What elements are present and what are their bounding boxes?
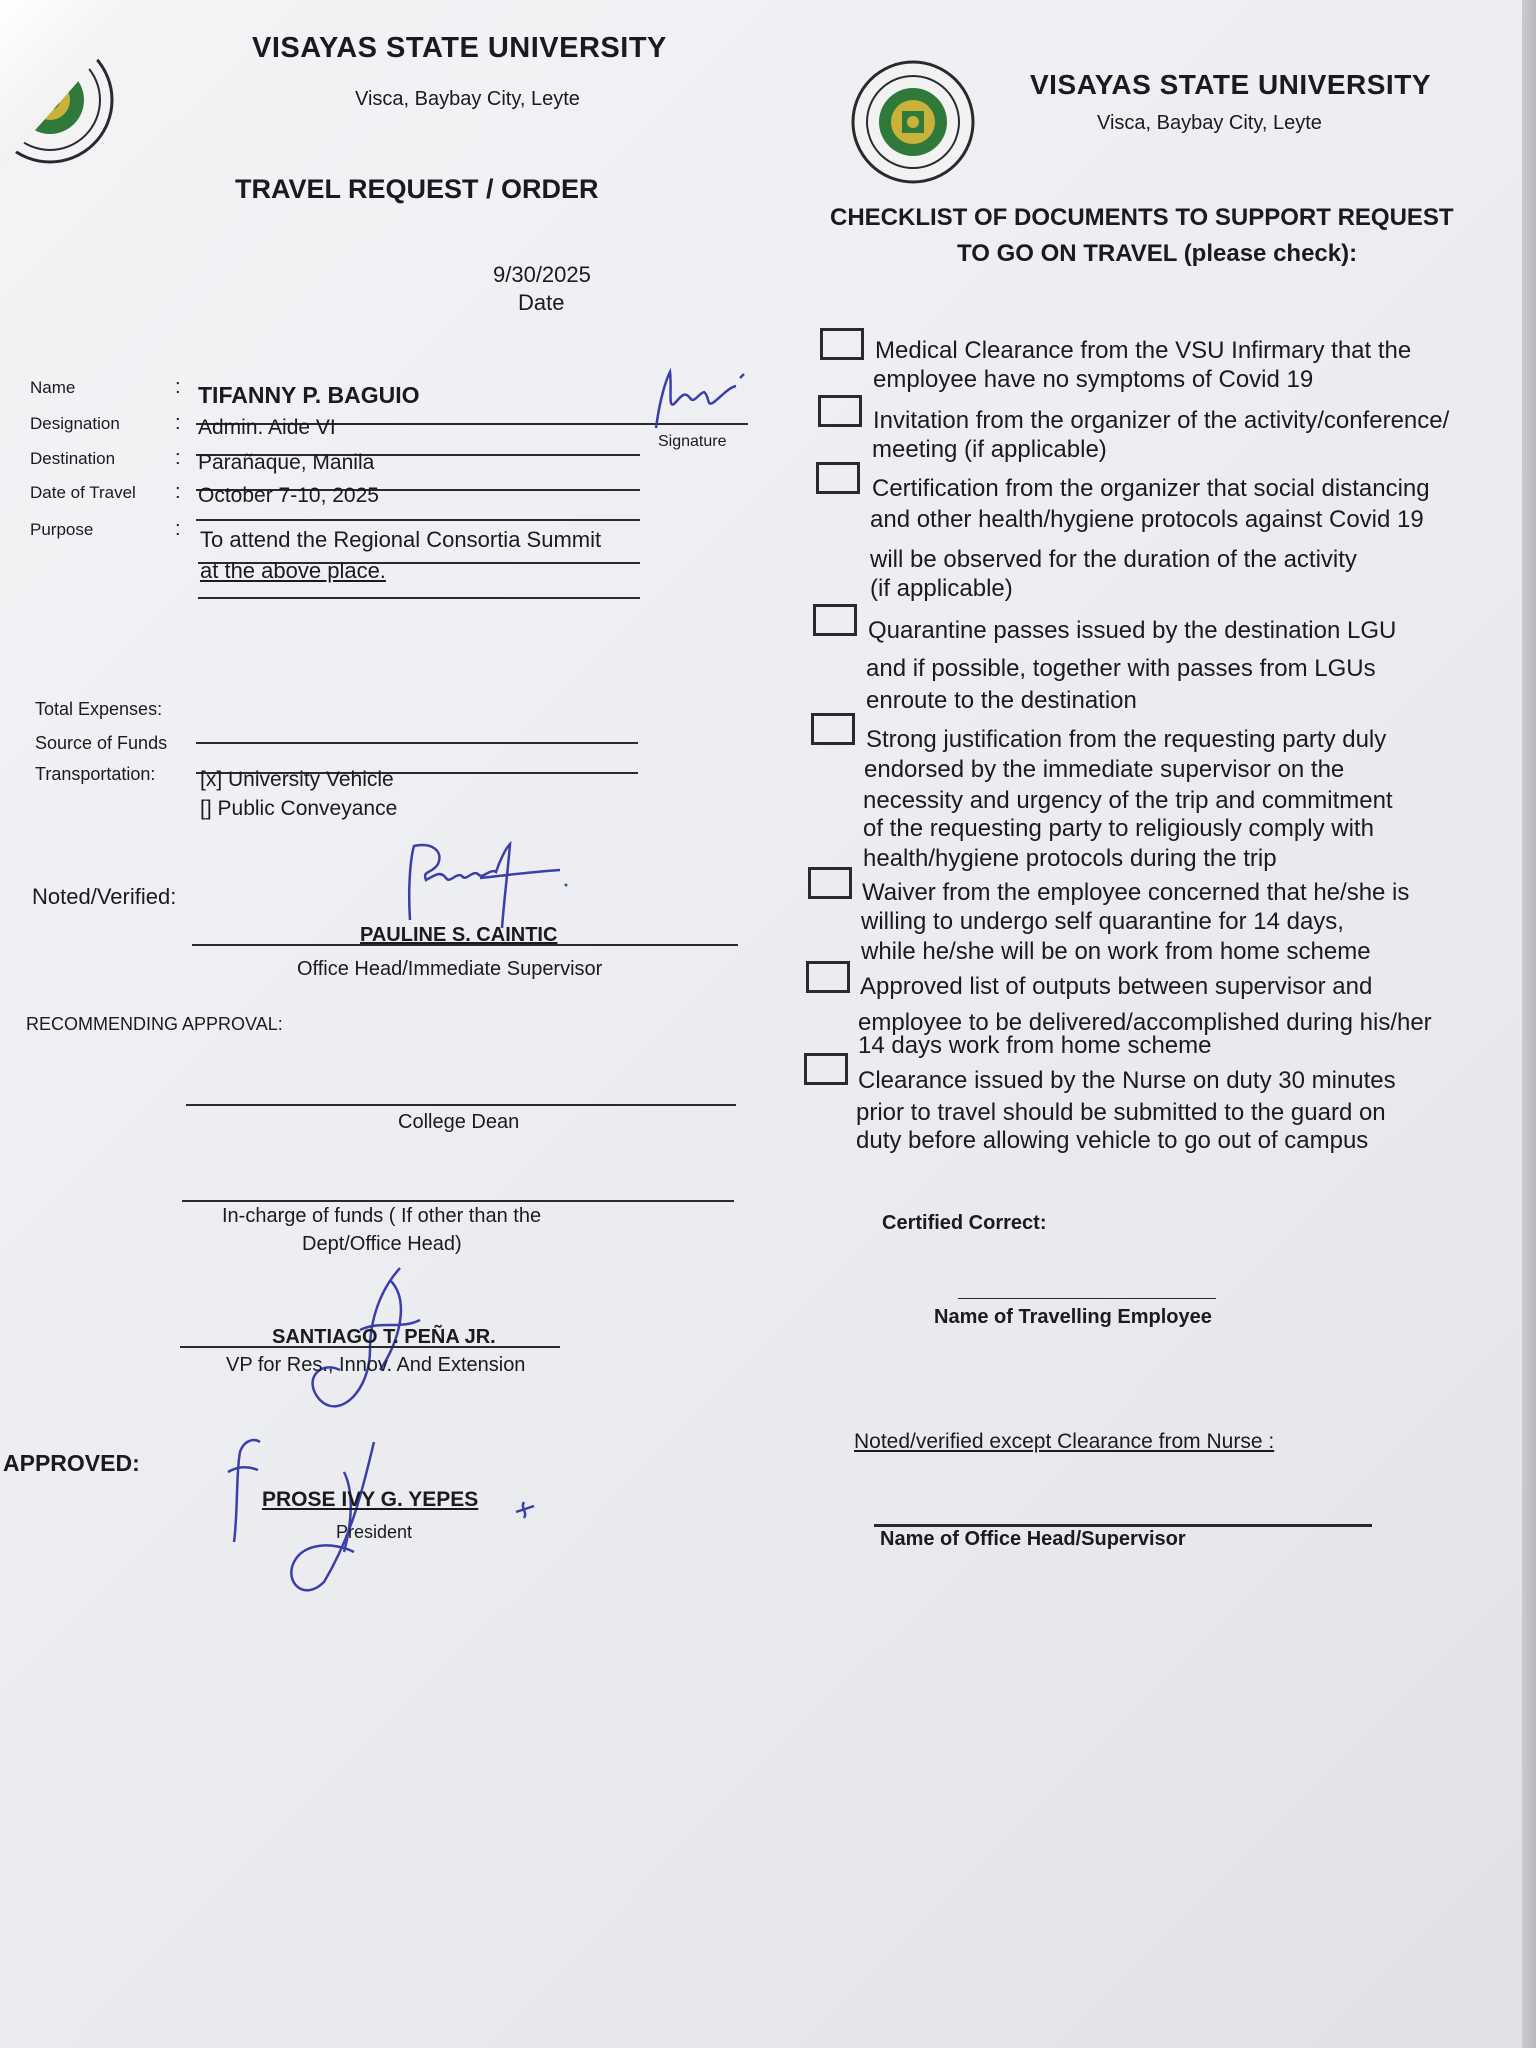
paper-edge-shadow	[1522, 0, 1536, 2048]
checklist-item-7-line-1: Approved list of outputs between supervisor and	[860, 973, 1373, 1000]
checklist-item-7-line-3: 14 days work from home scheme	[858, 1032, 1212, 1059]
designation-colon: :	[175, 412, 181, 434]
form-title: TRAVEL REQUEST / ORDER	[235, 174, 599, 204]
checklist-item-5-line-3: necessity and urgency of the trip and commitment	[863, 787, 1393, 814]
source-of-funds-label: Source of Funds	[35, 733, 168, 753]
college-dean-line	[186, 1104, 736, 1106]
purpose-colon: :	[175, 518, 181, 540]
checklist-checkbox-4[interactable]	[813, 604, 857, 636]
transport-university-vehicle: [x] University Vehicle	[200, 768, 394, 791]
president-title: President	[336, 1522, 413, 1542]
noted-verified-label: Noted/Verified:	[32, 884, 177, 909]
date-of-travel-colon: :	[175, 481, 181, 503]
checklist-item-1-line-1: Medical Clearance from the VSU Infirmary that the	[875, 337, 1412, 364]
checklist-checkbox-2[interactable]	[818, 395, 862, 427]
employee-signature	[640, 368, 760, 438]
funds-incharge-title-1: In-charge of funds ( If other than the	[222, 1205, 542, 1227]
checklist-item-6-line-2: willing to undergo self quarantine for 14 days,	[861, 908, 1344, 935]
checklist-item-3-line-1: Certification from the organizer that social distancing	[872, 475, 1430, 502]
destination-value: Parañaque, Manila	[198, 451, 375, 474]
checklist-title-line-2: TO GO ON TRAVEL (please check):	[957, 240, 1358, 267]
checklist-checkbox-3[interactable]	[816, 462, 860, 494]
purpose-line-1: To attend the Regional Consortia Summit	[200, 527, 602, 552]
checklist-item-5-line-5: health/hygiene protocols during the trip	[863, 845, 1277, 872]
checklist-item-6-line-1: Waiver from the employee concerned that he/she is	[862, 879, 1410, 906]
checklist-item-4-line-1: Quarantine passes issued by the destination LGU	[868, 617, 1397, 644]
name-colon: :	[175, 376, 181, 398]
university-seal-icon-right	[840, 58, 986, 186]
noted-except-label: Noted/verified except Clearance from Nurse :	[854, 1430, 1275, 1453]
vp-title: VP for Res., Innov. And Extension	[226, 1354, 526, 1376]
total-expenses-line	[196, 742, 638, 744]
travelling-employee-title: Name of Travelling Employee	[934, 1306, 1212, 1328]
president-signature	[224, 1432, 544, 1602]
supervisor-title: Office Head/Immediate Supervisor	[297, 958, 603, 980]
travelling-employee-line	[958, 1298, 1216, 1299]
university-address-right: Visca, Baybay City, Leyte	[1097, 112, 1322, 134]
university-name-right: VISAYAS STATE UNIVERSITY	[1030, 69, 1431, 100]
request-date-value: 9/30/2025	[493, 262, 591, 287]
office-head-line	[874, 1524, 1372, 1527]
name-label: Name	[30, 378, 76, 397]
certified-correct-label: Certified Correct:	[882, 1212, 1047, 1234]
checklist-item-3-line-2: and other health/hygiene protocols against Covid 19	[870, 506, 1424, 533]
purpose-underline-2	[198, 597, 640, 599]
total-expenses-label: Total Expenses:	[35, 699, 163, 719]
checklist-item-3-line-4: (if applicable)	[870, 575, 1013, 602]
purpose-label: Purpose	[30, 520, 94, 539]
date-of-travel-label: Date of Travel	[30, 483, 136, 502]
checklist-item-4-line-3: enroute to the destination	[866, 687, 1137, 714]
destination-label: Destination	[30, 449, 116, 468]
name-value: TIFANNY P. BAGUIO	[198, 382, 420, 408]
checklist-item-8-line-3: duty before allowing vehicle to go out of campus	[856, 1127, 1369, 1154]
vp-name: SANTIAGO T. PEÑA JR.	[272, 1326, 496, 1348]
supervisor-name: PAULINE S. CAINTIC	[360, 924, 558, 946]
date-of-travel-underline	[196, 519, 640, 521]
designation-label: Designation	[30, 414, 120, 433]
transportation-label: Transportation:	[35, 764, 156, 784]
checklist-item-2-line-2: meeting (if applicable)	[872, 436, 1107, 463]
university-name-left: VISAYAS STATE UNIVERSITY	[252, 32, 667, 64]
checklist-checkbox-5[interactable]	[811, 713, 855, 745]
checklist-item-7-line-2: employee to be delivered/accomplished during his/her	[858, 1009, 1432, 1036]
checklist-checkbox-8[interactable]	[804, 1053, 848, 1085]
checklist-checkbox-7[interactable]	[806, 961, 850, 993]
checklist-item-3-line-3: will be observed for the duration of the activity	[870, 546, 1357, 573]
recommending-approval-label: RECOMMENDING APPROVAL:	[26, 1014, 283, 1034]
purpose-line-2: at the above place.	[200, 558, 386, 583]
university-address-left: Visca, Baybay City, Leyte	[355, 88, 580, 110]
checklist-title-line-1: CHECKLIST OF DOCUMENTS TO SUPPORT REQUEST	[830, 204, 1454, 231]
destination-colon: :	[175, 447, 181, 469]
checklist-item-1-line-2: employee have no symptoms of Covid 19	[873, 366, 1314, 393]
checklist-item-6-line-3: while he/she will be on work from home scheme	[861, 938, 1371, 965]
request-date-label: Date	[518, 290, 565, 315]
funds-incharge-title-2: Dept/Office Head)	[302, 1233, 462, 1255]
checklist-item-5-line-4: of the requesting party to religiously comply with	[863, 815, 1374, 842]
checklist-item-2-line-1: Invitation from the organizer of the activity/conference/	[873, 407, 1450, 434]
checklist-item-4-line-2: and if possible, together with passes from LGUs	[866, 655, 1376, 682]
signature-label: Signature	[658, 433, 727, 450]
office-head-title: Name of Office Head/Supervisor	[880, 1528, 1186, 1550]
checklist-checkbox-1[interactable]	[820, 328, 864, 360]
approved-label: APPROVED:	[3, 1450, 140, 1476]
checklist-item-5-line-2: endorsed by the immediate supervisor on the	[864, 756, 1345, 783]
funds-incharge-line	[182, 1200, 734, 1202]
checklist-checkbox-6[interactable]	[808, 867, 852, 899]
checklist-item-8-line-2: prior to travel should be submitted to the guard on	[856, 1099, 1386, 1126]
college-dean-title: College Dean	[398, 1111, 520, 1133]
checklist-item-5-line-1: Strong justification from the requesting party duly	[866, 726, 1387, 753]
checklist-item-8-line-1: Clearance issued by the Nurse on duty 30 minutes	[858, 1067, 1396, 1094]
designation-value: Admin. Aide VI	[198, 416, 336, 439]
supervisor-signature	[400, 840, 580, 935]
date-of-travel-value: October 7-10, 2025	[198, 484, 379, 507]
president-name: PROSE IVY G. YEPES	[262, 1488, 479, 1511]
transport-public-conveyance: [] Public Conveyance	[200, 797, 398, 820]
